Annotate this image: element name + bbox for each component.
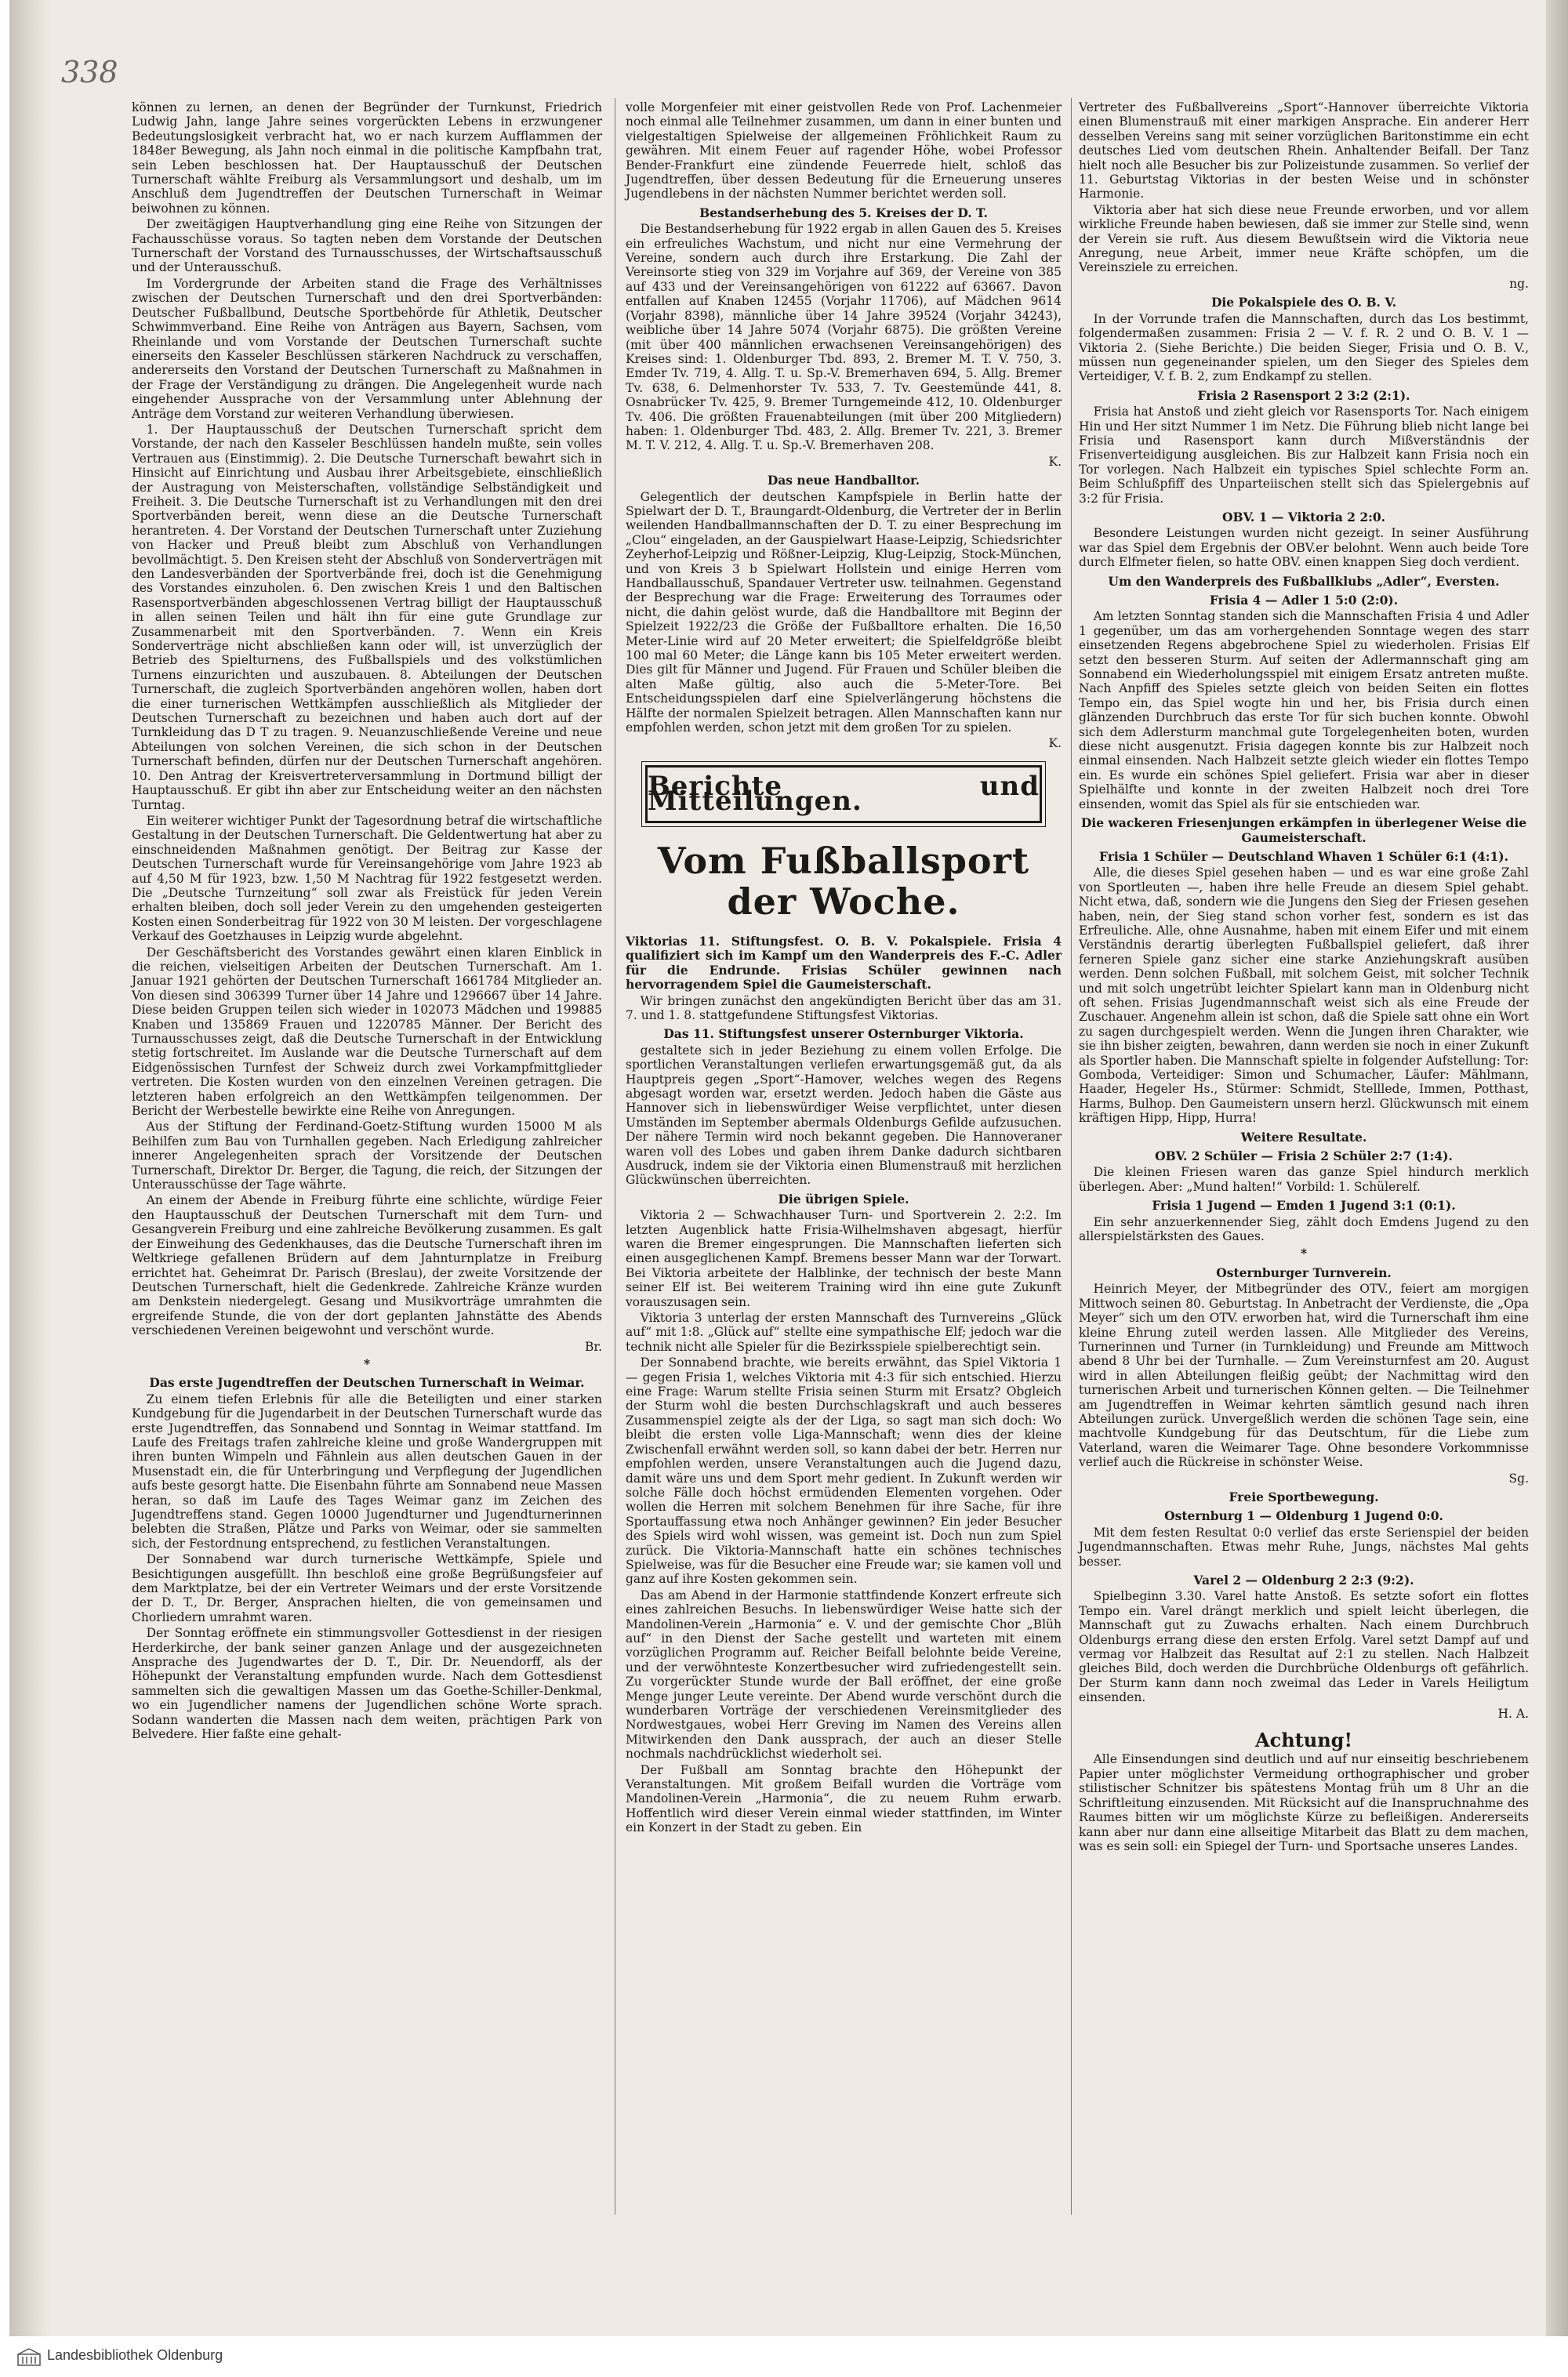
paragraph: An einem der Abende in Freiburg führte eine schlichte, würdige Feier den Hauptausschuß der Deutschen Turnerschaft mit dem Turn- und Gesangverein Freiburg und eine zahlreiche Bevölkerung zusammen. Es galt der Einweihung des Gedenkhauses, das die Deutsche Turnerschaft ihren im Weltkriege gefallenen Brüdern auf dem Jahnturnplatze in Freiburg errichtet hat. Geheimrat Dr. Parisch (Breslau), der zweite Vorsitzende der Deutschen Turnerschaft, hielt die Gedenkrede. Zahlreiche Kränze wurden am Denkstein niedergelegt. Gesang und Musikvorträge umrahmten die ergreifende Stunde, die von der dort geplanten Jahnstätte des Abends verschiedenen Vereinen beigewohnt und verschönt wurde. — [132, 1193, 602, 1338]
article-heading: Das neue Handballtor. — [767, 473, 920, 488]
article-heading: Das erste Jugendtreffen der Deutschen Turnerschaft in Weimar. — [149, 1375, 585, 1391]
paragraph: Das am Abend in der Harmonie stattfindende Konzert erfreute sich eines zahlreichen Besuchs. In liebenswürdiger Weise hatte sich der Mandolinen-Verein „Harmonia“ e. V. und der gemischte Chor „Blüh auf“ in den Dienst der Sache gestellt und warteten mit einem vorzüglichen Programm auf. Reicher Beifall belohnte beide Vereine, und der verwöhnteste Konzertbesucher wird zufriedengestellt sein. Zu vorgerückter Stunde wurde der Ball eröffnet, der eine große Menge junger Leute vereinte. Der Abend wurde verschönt durch die wunderbaren Vorträge der verschiedenen Vereinsmitglieder des Nordwestgaues, wobei Herr Greving im Namen des Vereins allen Mitwirkenden den Dank aussprach, der auch an dieser Stelle nochmals nachdrücklichst wiederholt sei. — [626, 1588, 1062, 1762]
footer-bar — [0, 2336, 1568, 2377]
article-heading: Die wackeren Friesenjungen erkämpfen in überlegener Weise die Gaumeisterschaft. — [1080, 815, 1527, 845]
author-sign: Br. — [584, 1339, 602, 1354]
match-heading: Varel 2 — Oldenburg 2 2:3 (9:2). — [1193, 1573, 1414, 1588]
paragraph: volle Morgenfeier mit einer geistvollen Rede von Prof. Lachenmeier noch einmal alle Teilnehmer zusammen, um dann in einer bunten und vielgestaltigen Spielweise der allgemeinen Fröhlichkeit Raum zu gewähren. Mit einem Feuer auf ragender Höhe, wobei Professor Bender-Frankfurt eine zündende Feuerrede hielt, schloß das Jugendtreffen, über dessen Bedeutung für die Erneuerung unseres Jugendlebens in der nächsten Nummer berichtet werden soll. — [626, 100, 1062, 201]
paragraph: In der Vorrunde trafen die Mannschaften, durch das Los bestimmt, folgendermaßen zusammen: Frisia 2 — V. f. R. 2 und O. B. V. 1 — Viktoria 2. (Siehe Berichte.) Die beiden Sieger, Frisia und O. B. V., müssen nun gegeneinander spielen, um den Sieger des Spieles dem Verteidiger, V. f. B. 2, zum Endkampf zu stellen. — [1079, 311, 1529, 384]
section-star: * — [363, 1355, 371, 1371]
section-star: * — [1300, 1246, 1308, 1261]
library-name: Landesbibliothek Oldenburg — [47, 2347, 223, 2363]
column-3 — [1079, 100, 1529, 1855]
paragraph: Der Fußball am Sonntag brachte den Höhepunkt der Veranstaltungen. Mit großem Beifall wurden die Vorträge vom Mandolinen-Verein „Harmonia“, die zu neuem Ruhm erwarb. Hoffentlich wird dieser Verein einmal wieder stattfinden, im Winter ein Konzert in der Stadt zu geben. Ein — [626, 1762, 1062, 1835]
library-building-icon — [17, 2347, 41, 2366]
article-heading: Osternburger Turnverein. — [1216, 1265, 1392, 1280]
paragraph: Am letzten Sonntag standen sich die Mannschaften Frisia 4 und Adler 1 gegenüber, um das am vorhergehenden Sonntage wegen des starr einsetzenden Regens abgebrochene Spiel zu wiederholen. Frisias Elf setzt den besseren Sturm. Auf seiten der Adlermannschaft ging am Sonnabend ein Wiederholungsspiel mit einigem Ersatz antreten mußte. Nach Anpfiff des Spieles setzte gleich von beiden Seiten ein flottes Tempo ein, das Spiel wogte hin und her, bis Frisia durch einen glänzenden Durchbruch das erste Tor für sich buchen konnte. Obwohl sich dem Adlersturm manchmal gute Torgelegenheiten boten, wurden diese nicht ausgenutzt. Frisia dagegen konnte bis zur Halbzeit noch einmal einsenden. Nach Halbzeit setzte gleich wieder ein flottes Tempo ein. Es wurde ein schönes Spiel geliefert. Frisia war aber in dieser Spielhälfte und konnte in der zweiten Halbzeit noch drei Tore einsenden, womit das Spiel als für sie entschieden war. — [1079, 609, 1529, 811]
article-subhead: Viktorias 11. Stiftungsfest. O. B. V. Pokalspiele. Frisia 4 qualifiziert sich im Kampf um den Wanderpreis des F.-C. Adler für die Endrunde. Frisias Schüler gewinnen nach hervorragendem Spiel die Gaumeisterschaft. — [626, 933, 1062, 993]
paragraph: Mit dem festen Resultat 0:0 verlief das erste Serienspiel der beiden Jugendmannschaften. Etwas mehr Ruhe, Jungs, nächstes Mal gehts besser. — [1079, 1525, 1529, 1569]
paragraph: Gelegentlich der deutschen Kampfspiele in Berlin hatte der Spielwart der D. T., Braungardt-Oldenburg, die Vertreter der in Berlin weilenden Handballmannschaften der D. T. zu einer Besprechung im „Clou“ eingeladen, an der Gauspielwart Haase-Leipzig, Schiedsrichter Zeyherhof-Leipzig und Rößner-Leipzig, Klug-Leipzig, Stock-München, und von Kreis 3 b Spielwart Hollstein und einige Herren vom Handballausschuß, Spandauer Vertreter usw. teilnahmen. Gegenstand der Besprechung war die Frage: Erweiterung des Torraumes oder nicht, die dahin gelöst wurde, daß die Handballtore mit Beginn der Spielzeit 1922/23 die Größe der Fußballtore erhalten. Die 16,50 Meter-Linie wird auf 20 Meter erweitert; die Spielfeldgröße bleibt 100 mal 60 Meter; die Länge kann bis 105 Meter erweitert werden. Dies gilt für Männer und Jugend. Für Frauen und Schüler bleiben die alten Maße gültig, also auch die 5-Meter-Tore. Bei Entscheidungsspielen darf eine Spielverlängerung höchstens die Hälfte der normalen Spielzeit betragen. Allen Mannschaften kann nur empfohlen werden, schon jetzt mit dem großen Tor zu spielen. — [626, 489, 1062, 735]
column-rule — [1071, 98, 1072, 2215]
paragraph: können zu lernen, an denen der Begründer der Turnkunst, Friedrich Ludwig Jahn, lange Jahre seines vorgerückten Lebens in erzwungener Bedeutungslosigkeit verbracht hat, wo er nach kurzem Aufflammen der 1848er Bewegung, als Jahn noch einmal in die politische Kampfbahn trat, sein Leben beschlossen hat. Der Hauptausschuß der Deutschen Turnerschaft wählte Freiburg als Versammlungsort und deshalb, um im Anschluß dem Jugendtreffen der Deutschen Turnerschaft in Weimar beiwohnen zu können. — [132, 100, 602, 216]
paragraph: Vertreter des Fußballvereins „Sport“-Hannover überreichte Viktoria einen Blumenstrauß mit einer markigen Ansprache. Ein anderer Herr desselben Vereins sang mit seiner vorzüglichen Baritonstimme ein echt deutsches Lied vom deutschen Rhein. Anhaltender Beifall. Der Tanz hielt noch alle Besucher bis zur Polizeistunde zusammen. So verlief der 11. Geburtstag Viktorias in der besten Weise und in schönster Harmonie. — [1079, 100, 1529, 201]
article-heading: Um den Wanderpreis des Fußballklubs „Adler“, Eversten. — [1108, 573, 1500, 589]
author-sign: H. A. — [1497, 1706, 1529, 1721]
paragraph: Im Vordergrunde der Arbeiten stand die Frage des Verhältnisses zwischen der Deutschen Turnerschaft und den drei Sportverbänden: Deutscher Fußballbund, Deutsche Sportbehörde für Athletik, Deutscher Schwimmverband. Eine Reihe von Anträgen aus Bayern, Sachsen, vom Rheinlande und vom Vorstande der Deutschen Turnerschaft suchte einerseits den Kasseler Beschlüssen stärkeren Nachdruck zu verschaffen, andererseits den Vorstand der Deutschen Turnerschaft zu Maßnahmen in der Frage der Verständigung zu drängen. Die Angelegenheit wurde nach eingehender Aussprache von der Versammlung unter Ablehnung der Anträge dem Vorstand zur weiteren Verhandlung überwiesen. — [132, 276, 602, 421]
article-heading: Freie Sportbewegung. — [1229, 1489, 1379, 1504]
paragraph: Der Geschäftsbericht des Vorstandes gewährt einen klaren Einblick in die reichen, vielseitigen Arbeiten der Deutschen Turnerschaft. Am 1. Januar 1921 gehörten der Deutschen Turnerschaft 1661784 Mitglieder an. Von diesen sind 306399 Turner über 14 Jahre und 1296667 über 14 Jahre. Diese beiden Gruppen teilen sich wieder in 102073 Mädchen und 199885 Knaben und 135869 Frauen und 1220785 Männer. Der Bericht des Turnausschusses zeigt, daß die Deutsche Turnerschaft in der Entwicklung stetig fortschreitet. Im Auslande war die Deutsche Turnerschaft auf dem Eidgenössischen Turnfest der Schweiz durch zwei Vorkampfmittglieder vertreten. Die Kosten wurden von den einzelnen Vereinen getragen. Die letzteren haben erfolgreich an den Wettkämpfen teilgenommen. Der Bericht der Werbestelle bewirkte eine Reihe von Anregungen. — [132, 945, 602, 1119]
paragraph: Ein weiterer wichtiger Punkt der Tagesordnung betraf die wirtschaftliche Gestaltung in der Deutschen Turnerschaft. Die Geldentwertung hat aber zu einschneidenden Maßnahmen genötigt. Der Beitrag zur Kasse der Deutschen Turnerschaft wurde für Vereinsangehörige vom Jahre 1923 ab auf 4,50 M für 1923, bzw. 1,50 M Nachtrag für 1922 festgesetzt werden. Die „Deutsche Turnzeitung“ soll zwar als Freistück für jeden Verein erhalten bleiben, doch soll jeder Verein zu den umgehenden gesteigerten Kosten einen Sonderbeitrag für 1922 von 30 M leisten. Der vorgeschlagene Verkauf des Goetzhauses in Leipzig wurde abgelehnt. — [132, 813, 602, 944]
author-sign: ng. — [1509, 276, 1529, 291]
match-heading: OBV. 1 — Viktoria 2 2:0. — [1221, 509, 1386, 524]
page-number: 338 — [61, 55, 118, 89]
section-banner — [645, 765, 1042, 823]
page-gutter — [9, 0, 50, 2336]
column-2 — [626, 100, 1062, 1837]
page-edge — [1546, 0, 1568, 2336]
sports-headline: Vom Fußballsport der Woche. — [657, 839, 1030, 923]
paragraph: Der Sonntag eröffnete ein stimmungsvoller Gottesdienst in der riesigen Herderkirche, der bank seiner ganzen Anlage und der ausgezeichneten Ansprache des Jugendwartes der D. T., Dir. Dr. Neuendorff, als der Höhepunkt der Veranstaltung empfunden wurde. Nach dem Gottesdienst sammelten sich die gewaltigen Massen um das Goethe-Schiller-Denkmal, wo ein Jugendlicher namens der Jugendlichen schöne Worte sprach. Sodann wanderten die Massen nach dem weiten, prächtigen Park von Belvedere. Hier faßte eine gehalt- — [132, 1626, 602, 1742]
paragraph: Die Bestandserhebung für 1922 ergab in allen Gauen des 5. Kreises ein erfreuliches Wachstum, und nicht nur eine Vermehrung der Vereine, sondern auch durch ihre Erstarkung. Die Zahl der Vereinsorte stieg von 329 im Vorjahre auf 369, der Vereine von 385 auf 433 und der Vereinsangehörigen von 61222 auf 63667. Davon entfallen auf Knaben 12455 (Vorjahr 11706), auf Mädchen 9614 (Vorjahr 8398), männliche über 14 Jahre 39524 (Vorjahr 34243), weibliche über 14 Jahre 5074 (Vorjahr 6875). Die größten Vereine (mit über 400 männlichen erwachsenen Vereinsangehörigen) des Kreises sind: 1. Oldenburger Tbd. 893, 2. Bremer M. T. V. 750, 3. Emder Tv. 719, 4. Allg. T. u. Sp.-V. Bremerhaven 694, 5. Allg. Bremer Tv. 638, 6. Delmenhorster Tv. 533, 7. Tv. Geestemünde 441, 8. Osnabrücker Tv. 425, 9. Bremer Turngemeinde 412, 10. Oldenburger Tv. 406. Die größten Frauenabteilungen (mit über 200 Mitgliedern) haben: 1. Oldenburger Tbd. 483, 2. Allg. Bremer Tv. 221, 3. Bremer M. T. V. 212, 4. Allg. T. u. Sp.-V. Bremerhaven 208. — [626, 222, 1062, 453]
match-heading: Frisia 1 Schüler — Deutschland Whaven 1 Schüler 6:1 (4:1). — [1099, 848, 1508, 864]
paragraph: Zu einem tiefen Erlebnis für alle die Beteiligten und einer starken Kundgebung für die Jugendarbeit in der Deutschen Turnerschaft wurde das erste Jugendtreffen, das Sonnabend und Sonntag in Weimar stattfand. Im Laufe des Freitags trafen zahlreiche kleine und große Wandergruppen mit ihren bunten Wimpeln und Fähnlein aus allen deutschen Gauen in der Musenstadt ein, die für Unterbringung und Verpflegung der Jugendlichen aufs beste gesorgt hatte. Die Eisenbahn führte am Sonnabend neue Massen heran, so daß im Laufe des Tages Weimar ganz im Zeichen des Jugendtreffens stand. Gegen 10000 Jugendturner und Jugendturnerinnen belebten die Straßen, Plätze und Parks von Weimar, oder sie sammelten sich, der Festordnung entsprechend, zu festlichen Veranstaltungen. — [132, 1392, 602, 1551]
match-heading: Frisia 4 — Adler 1 5:0 (2:0). — [1209, 593, 1399, 608]
paragraph: 1. Der Hauptausschuß der Deutschen Turnerschaft spricht dem Vorstande, der nach den Kasseler Beschlüssen handeln mußte, sein volles Vertrauen aus (Einstimmig). 2. Die Deutsche Turnerschaft bewahrt sich in Hinsicht auf Einrichtung und Ausbau ihrer Arbeitsgebiete, einschließlich der Austragung von Meisterschaften, vollständige Selbständigkeit und Freiheit. 3. Die Deutsche Turnerschaft ist zu Verhandlungen mit den drei Sportverbänden bereit, wenn diese an die Deutsche Turnerschaft herantreten. 4. Der Vorstand der Deutschen Turnerschaft unter Zuziehung von Hacker und Preuß bleibt zum Abschluß von Verhandlungen bevollmächtigt. 5. Den Kreisen steht der Abschluß von Sonderverträgen mit den Landesverbänden der Sportverbände frei, doch ist die Genehmigung des Vorstandes einzuholen. 6. Den zwischen Kreis 1 und den Baltischen Rasensportverbänden abgeschlossenen Vertrag billigt der Hauptausschuß in allen seinen Teilen und hält ihn für eine gute Grundlage zur Zusammenarbeit mit den Sportverbänden. 7. Wenn ein Kreis Sonderverträge nicht abschließen kann oder will, ist unverzüglich der Betrieb des Spielturnens, des Fußballspiels und des volkstümlichen Turnens einzurichten und auszubauen. 8. Abteilungen der Deutschen Turnerschaft, die zugleich Sportverbänden angehören wollen, haben dort die einer turnerischen Wettkämpfen ausschließlich als Mitglieder der Deutschen Turnerschaft zu bezeichnen und haben auch dort auf der Turnkleidung das D T zu tragen. 9. Neuanzuschließende Vereine und neue Abteilungen von solchen Vereinen, die sich schon in der Deutschen Turnerschaft befinden, dürfen nur der Deutschen Turnerschaft angehören. 10. Den Antrag der Kreisvertreterversammlung in Dortmund billigt der Hauptausschuß. Er gibt ihn aber zur Entscheidung weiter an den nächsten Turntag. — [132, 422, 602, 812]
result-line: OBV. 2 Schüler — Frisia 2 Schüler 2:7 (1:4). — [1155, 1149, 1453, 1164]
paragraph: Die kleinen Friesen waren das ganze Spiel hindurch merklich überlegen. Aber: „Mund halten!“ Vorbild: 1. Schülerelf. — [1079, 1165, 1529, 1194]
author-sign: K. — [1048, 454, 1062, 469]
paragraph: Alle Einsendungen sind deutlich und auf nur einseitig beschriebenem Papier unter möglichster Vermeidung orthographischer und grober stilistischer Schnitzer bis spätestens Montag früh um 8 Uhr an die Schriftleitung einzusenden. Mit Rücksicht auf die Inanspruchnahme des Raumes bitten wir um möglichste Kürze zu befleißigen. Andererseits kann aber nur dann eine allseitige Mitarbeit das Blatt zu dem machen, was es sein soll: ein Spiegel der Turn- und Sportsache unseres Landes. — [1079, 1752, 1529, 1853]
article-heading: Die übrigen Spiele. — [778, 1191, 909, 1207]
author-sign: Sg. — [1508, 1471, 1529, 1486]
paragraph: Viktoria 3 unterlag der ersten Mannschaft des Turnvereins „Glück auf“ mit 1:8. „Glück auf“ stellte eine sympathische Elf; jedoch war die technik nicht alle Spieler für die Bezirksspiele spielberechtigt sein. — [626, 1311, 1062, 1354]
paragraph: Viktoria 2 — Schwachhauser Turn- und Sportverein 2. 2:2. Im letzten Augenblick hatte Frisia-Wilhelmshaven abgesagt, hierfür waren die Bremer eingesprungen. Die Mannschaften lieferten sich einen ausgeglichenen Kampf. Bremens besser Mann war der Torwart. Bei Viktoria arbeitete der Halblinke, der technisch der beste Mann seiner Elf ist. Bei weiterem Training wird ihn eine gute Zukunft vorauszusagen sein. — [626, 1208, 1062, 1309]
paragraph: Frisia hat Anstoß und zieht gleich vor Rasensports Tor. Nach einigem Hin und Her sitzt Nummer 1 im Netz. Die Führung blieb nicht lange bei Frisia und Rasensport kann durch Mißverständnis der Frisenverteidigung ausgleichen. Bis zur Halbzeit kann Frisia noch ein Tor vorlegen. Nach Halbzeit ein typisches Spiel schlechte Form an. Beim Schlußpfiff des Unparteiischen stellt sich das Spielergebnis auf 3:2 für Frisia. — [1079, 405, 1529, 506]
article-heading: Bestandserhebung des 5. Kreises der D. T. — [699, 205, 988, 220]
paragraph: Alle, die dieses Spiel gesehen haben — und es war eine große Zahl von Sportleuten —, haben ihre helle Freude an diesem Spiel gehabt. Nicht etwa, daß, sondern wie die Jungens den Sieg der Friesen gesehen haben, nein, der Sieg stand schon vorher fest, sondern es ist das Erfreuliche. Alle, ohne Ausnahme, haben mit einem Eifer und mit einem Verständnis derartig überlegten Fußballspiel geliefert, daß ihrer ferneren Spiele ganz sicher eine starke Anziehungskraft ausüben werden. Denn solchen Fußball, mit solchem Geist, mit solcher Technik und mit solch ungetrübt leichter Spielart kann man in Oldenburg nicht oft sehen. Frisias Jugendmannschaft weist sich als eine Freude der Zuschauer. Angenehm allein ist schon, daß die Spiele satt ohne ein Wort zu sagen durchgespielt werden. Wenn die Jungen ihren Charakter, wie sie ihn bisher zeigten, bewahren, dann werden sie noch in einer Zukunft als Sportler haben. Die Mannschaft spielte in folgender Aufstellung: Tor: Gomboda, Verteidiger: Simon und Schumacher, Läufer: Mählmann, Haader, Hegeler Hs., Stürmer: Schmidt, Stelllede, Immen, Potthast, Harms, Bulhop. Den Gaumeistern unsern herzl. Glückwunsch mit einem kräftigen Hipp, Hipp, Hurra! — [1079, 866, 1529, 1126]
paragraph: Ein sehr anzuerkennender Sieg, zählt doch Emdens Jugend zu den allerspielstärksten des Gaues. — [1079, 1214, 1529, 1244]
paragraph: Der zweitägigen Hauptverhandlung ging eine Reihe von Sitzungen der Fachausschüsse voraus. So tagten neben dem Vorstande der Deutschen Turnerschaft der Vorstand des Turnausschusses, der Wirtschaftsausschuß und der Unterausschuß. — [132, 217, 602, 275]
article-heading: Weitere Resultate. — [1240, 1129, 1367, 1145]
match-heading: Frisia 2 Rasensport 2 3:2 (2:1). — [1197, 387, 1410, 403]
paragraph: Heinrich Meyer, der Mitbegründer des OTV., feiert am morgigen Mittwoch seinen 80. Geburtstag. In Anbetracht der Verdienste, die „Opa Meyer“ sich um den OTV. erworben hat, wird die Turnerschaft ihm eine kleine Ehrung zuteil werden lassen. Alle Mitglieder des Vereins, Turnerinnen und Turner (in Turnkleidung) und Freunde am Mittwoch abend 8 Uhr bei der Turnhalle. — Zum Vereinsturnfest am 20. August wird in allen Abteilungen fleißig geübt; der Nachmittag wird den turnerischen Arbeit und turnerischen Können gelten. — Die Teilnehmer am Jugendtreffen in Weimar kehrten sämtlich gesund nach ihren Abteilungen zurück. Unvergeßlich werden die schönen Tage sein, eine machtvolle Kundgebung für das Deutschtum, für die Liebe zum Vaterland, waren die Weimarer Tage. Ohne besondere Vorkommnisse verlief auch die Rückreise in schönster Weise. — [1079, 1282, 1529, 1470]
paragraph: Der Sonnabend war durch turnerische Wettkämpfe, Spiele und Besichtigungen ausgefüllt. Ihn beschloß eine große Begrüßungsfeier auf dem Marktplatze, bei der ein Vertreter Weimars und der erste Vorsitzende der D. T., Dr. Berger, Ansprachen hielten, die von gemeinsamen und Chorliedern umrahmt waren. — [132, 1552, 602, 1624]
paragraph: Viktoria aber hat sich diese neue Freunde erworben, und vor allem wirkliche Freunde haben bewiesen, daß sie immer zur Stelle sind, wenn der Verein sie ruft. Aus diesem Bewußtsein wird die Viktoria neue Anregung, neue Arbeit, immer neue Kräfte schöpfen, um die Vereinsziele zu erreichen. — [1079, 202, 1529, 275]
paragraph: gestaltete sich in jeder Beziehung zu einem vollen Erfolge. Die sportlichen Veranstaltungen verliefen erwartungsgemäß gut, da als Hauptpreis gegen „Sport“-Hamover, welches wegen des Regens abgesagt worden war, ersetzt werden. Jedoch haben die Gäste aus Hannover sich in liebenswürdiger Weise verpflichtet, unter diesen Umständen im September abermals Oldenburgs Gefilde aufzusuchen. Der nähere Termin wird noch bekannt gegeben. Die Hannoveraner waren voll des Lobes und gaben ihrem Danke dadurch sichtbaren Ausdruck, indem sie der Viktoria einen Blumenstrauß mit herzlichen Glückwünschen überreichten. — [626, 1043, 1062, 1188]
article-heading: Das 11. Stiftungsfest unserer Osternburger Viktoria. — [663, 1026, 1024, 1042]
author-sign: K. — [1048, 736, 1062, 751]
notice-heading: Achtung! — [1255, 1729, 1352, 1752]
paragraph: Wir bringen zunächst den angekündigten Bericht über das am 31. 7. und 1. 8. stattgefundene Stiftungsfest Viktorias. — [626, 993, 1062, 1022]
paragraph: Aus der Stiftung der Ferdinand-Goetz-Stiftung wurden 15000 M als Beihilfen zum Bau von Turnhallen gegeben. Nach Erledigung zahlreicher innerer Angelegenheiten sprach der Vorsitzende der Deutschen Turnerschaft, Direktor Dr. Berger, die Tagung, die reich, der Sitzungen der Unterausschüsse der Tage währte. — [132, 1120, 602, 1192]
paragraph: Der Sonnabend brachte, wie bereits erwähnt, das Spiel Viktoria 1 — gegen Frisia 1, welches Viktoria mit 4:3 für sich entschied. Hierzu eine Frage: Warum stellte Frisia seinen Sturm mit Ersatz? Obgleich der Sturm wohl die besten Durchschlagskraft und auch besseres Zusammenspiel zeigte als der der Liga, so sagt man sich doch: Wo bleibt die ersten volle Liga-Mannschaft; wenn dies der kleine Zwischenfall erwähnt werden soll, so kann dabei der betr. Herren nur empfohlen werden, unsere Veranstaltungen auch die Jugend dazu, damit wäre uns und dem Sport mehr gedient. In Zukunft werden wir solche Fälle doch höchst ermüdenden Elementen vorgehen. Oder wollen die Herren mit solchem Benehmen für ihre Sache, für ihre Sportauffassung etwa noch Anhänger gewinnen? Ein jeder Besucher des Spiels wird wohl wissen, was gemeint ist. Doch nun zum Spiel zurück. Die Viktoria-Mannschaft hatte ein schönes technisches Spielweise, was für die Besucher eine Freude war; sie kamen voll und ganz auf ihre Kosten gekommen sein. — [626, 1355, 1062, 1587]
result-line: Frisia 1 Jugend — Emden 1 Jugend 3:1 (0:1). — [1152, 1198, 1456, 1214]
match-heading: Osternburg 1 — Oldenburg 1 Jugend 0:0. — [1164, 1508, 1443, 1524]
paragraph: Spielbeginn 3.30. Varel hatte Anstoß. Es setzte sofort ein flottes Tempo ein. Varel drängt merklich und spielt leicht überlegen, die Mannschaft gut zu Zuwachs erhalten. Nach einem Durchbruch Oldenburgs errang diese den ersten Erfolg. Varel setzt Dampf auf und vermag vor Halbzeit das Resultat auf 2:1 zu stellen. Nach Halbzeit gleiches Bild, doch werden die Durchbrüche Oldenburgs oft gefährlich. Der Sturm kann dann noch zweimal das Leder in Varels Heiligtum einsenden. — [1079, 1589, 1529, 1705]
section-banner-title: Berichte und Mitteilungen. — [648, 771, 1040, 817]
article-heading: Die Pokalspiele des O. B. V. — [1210, 295, 1397, 310]
paragraph: Besondere Leistungen wurden nicht gezeigt. In seiner Ausführung war das Spiel dem Ergebnis der OBV.er belohnt. Wenn auch beide Tore durch Elfmeter fielen, so hatte OBV. einen knappen Sieg doch verdient. — [1079, 526, 1529, 570]
column-1 — [132, 100, 602, 1744]
